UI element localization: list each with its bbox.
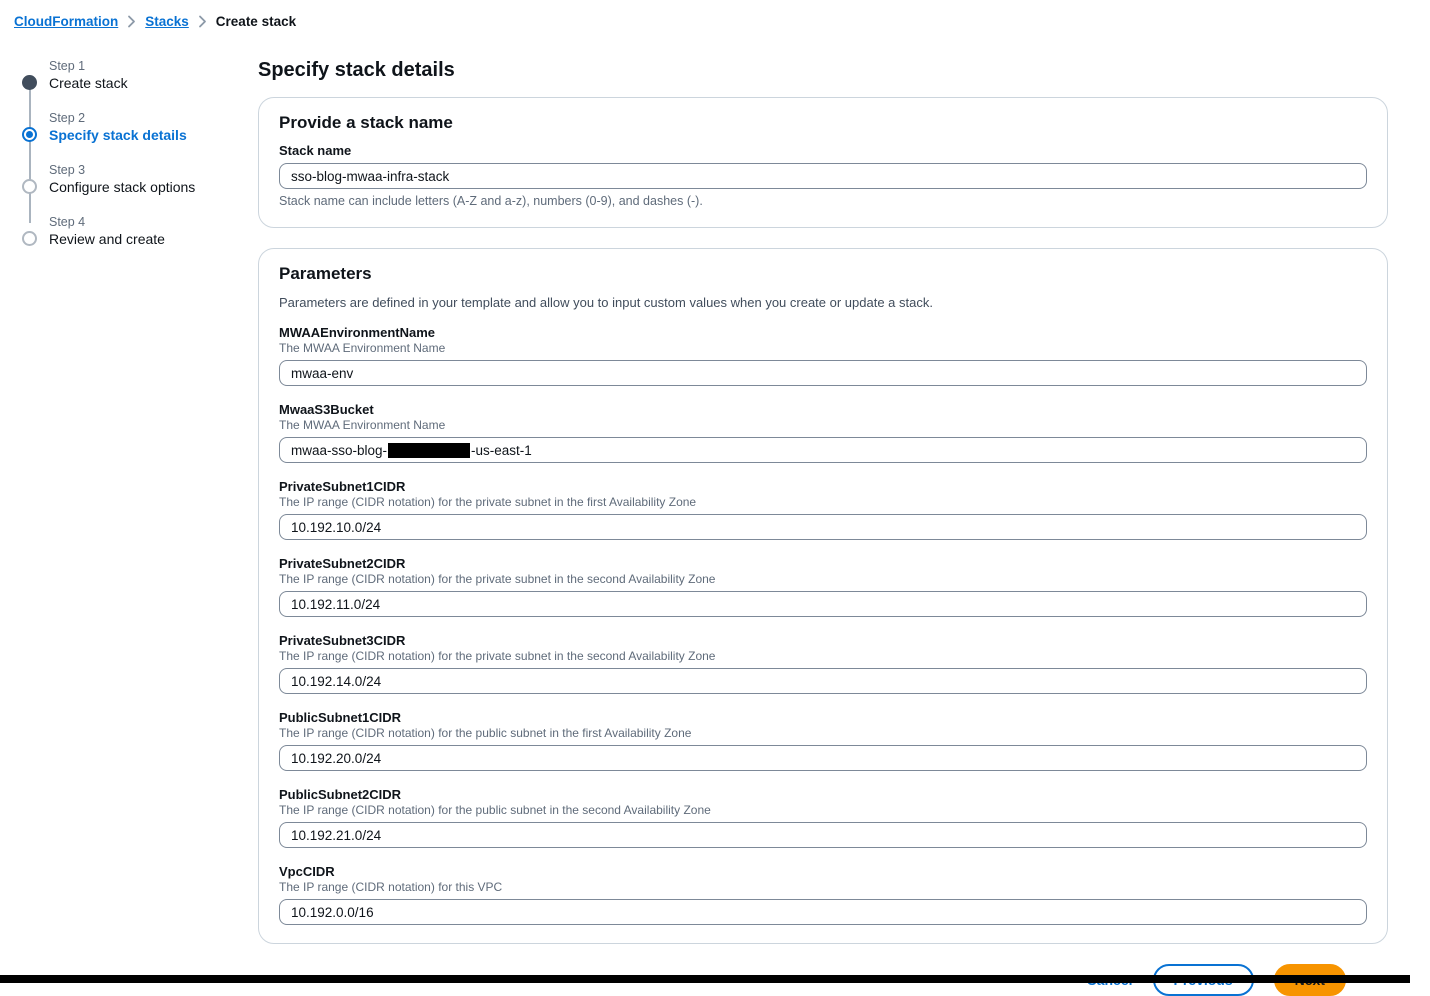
breadcrumb-link-stacks[interactable]: Stacks (145, 13, 189, 29)
step-number: Step 2 (49, 111, 86, 125)
parameter-name: VpcCIDR (279, 864, 335, 879)
private-subnet-2-cidr-input[interactable] (279, 591, 1367, 617)
parameter-field (279, 633, 1367, 694)
step-label: Configure stack options (49, 179, 196, 195)
page-title: Specify stack details (258, 59, 455, 81)
parameter-name: MwaaS3Bucket (279, 402, 374, 417)
step-upcoming-icon (22, 179, 37, 194)
step-number: Step 1 (49, 59, 86, 73)
parameter-name: MWAAEnvironmentName (279, 325, 436, 340)
content-area (258, 50, 1430, 996)
bucket-value-prefix: mwaa-sso-blog- (291, 442, 388, 458)
public-subnet-2-cidr-input[interactable] (279, 822, 1367, 848)
step-upcoming-icon (22, 231, 37, 246)
stack-name-hint: Stack name can include letters (A-Z and a-z), numbers (0-9), and dashes (-). (279, 194, 703, 208)
parameter-field (279, 325, 1367, 386)
parameter-name: PrivateSubnet1CIDR (279, 479, 406, 494)
parameter-description: The IP range (CIDR notation) for the public subnet in the second Availability Zone (279, 803, 711, 817)
parameter-description: The IP range (CIDR notation) for the private subnet in the second Availability Zone (279, 572, 716, 586)
parameter-description: The IP range (CIDR notation) for the public subnet in the first Availability Zone (279, 726, 692, 740)
step-label: Specify stack details (49, 127, 187, 143)
parameter-description: The MWAA Environment Name (279, 341, 446, 355)
step-item-configure-stack-options (22, 162, 258, 197)
breadcrumb-separator-icon (127, 15, 136, 28)
step-number: Step 4 (49, 215, 86, 229)
step-item-create-stack[interactable] (22, 58, 258, 93)
step-completed-icon (22, 75, 37, 90)
parameter-field (279, 710, 1367, 771)
parameter-field (279, 479, 1367, 540)
step-item-specify-stack-details (22, 110, 258, 145)
parameter-description: The IP range (CIDR notation) for this VPC (279, 880, 503, 894)
wizard-steps-sidebar (0, 50, 258, 996)
mwaa-environment-name-input[interactable] (279, 360, 1367, 386)
private-subnet-1-cidr-input[interactable] (279, 514, 1367, 540)
parameter-field (279, 864, 1367, 925)
step-number: Step 3 (49, 163, 86, 177)
step-item-review-and-create (22, 214, 258, 249)
parameters-card (258, 248, 1388, 944)
redaction-bar (0, 975, 1410, 983)
breadcrumb-separator-icon (198, 15, 207, 28)
parameter-field (279, 787, 1367, 848)
vpc-cidr-input[interactable] (279, 899, 1367, 925)
parameter-description: The MWAA Environment Name (279, 418, 446, 432)
parameter-name: PublicSubnet2CIDR (279, 787, 402, 802)
parameters-description: Parameters are defined in your template and allow you to input custom values when you create or update a stack. (279, 295, 933, 310)
step-current-icon (22, 127, 37, 142)
parameters-card-title: Parameters (279, 264, 372, 283)
breadcrumb (0, 0, 1430, 30)
parameter-description: The IP range (CIDR notation) for the private subnet in the second Availability Zone (279, 649, 716, 663)
stack-name-card-title: Provide a stack name (279, 113, 453, 132)
private-subnet-3-cidr-input[interactable] (279, 668, 1367, 694)
bucket-value-suffix: -us-east-1 (471, 442, 532, 458)
parameter-name: PrivateSubnet2CIDR (279, 556, 406, 571)
parameter-name: PublicSubnet1CIDR (279, 710, 402, 725)
parameter-name: PrivateSubnet3CIDR (279, 633, 406, 648)
stack-name-input[interactable] (279, 163, 1367, 189)
parameter-field (279, 402, 1367, 463)
parameter-field (279, 556, 1367, 617)
parameter-description: The IP range (CIDR notation) for the private subnet in the first Availability Zone (279, 495, 697, 509)
breadcrumb-link-cloudformation[interactable]: CloudFormation (14, 13, 119, 29)
stack-name-label: Stack name (279, 143, 352, 158)
step-label: Review and create (49, 231, 165, 247)
breadcrumb-current: Create stack (215, 13, 297, 29)
public-subnet-1-cidr-input[interactable] (279, 745, 1367, 771)
redaction-box (388, 443, 470, 458)
step-label[interactable]: Create stack (49, 75, 128, 91)
main-layout (0, 50, 1430, 996)
stack-name-card (258, 97, 1388, 228)
mwaa-s3-bucket-input[interactable] (279, 437, 1367, 463)
